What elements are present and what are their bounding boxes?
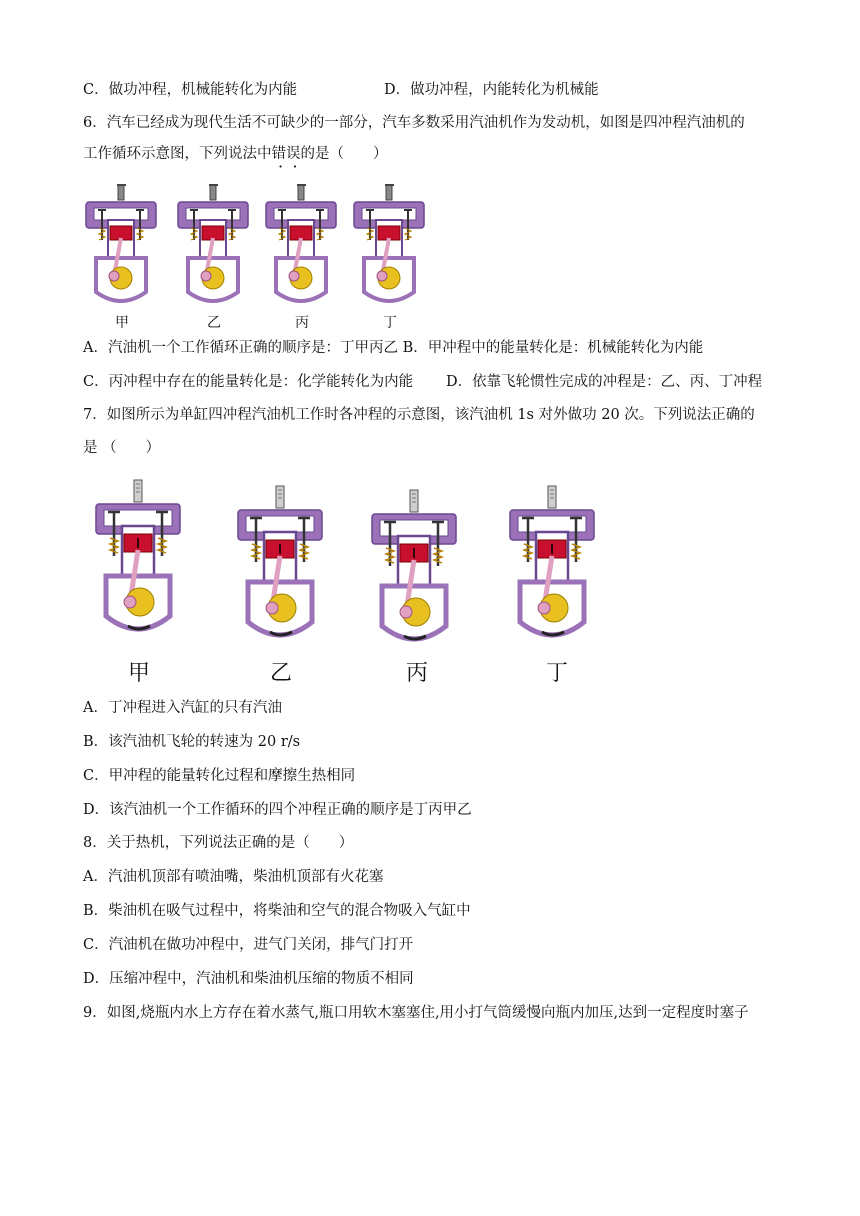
q6-label-yi: 乙 [207,315,221,331]
q5-option-c: C．做功冲程，机械能转化为内能 [83,82,298,98]
q7-option-a: A．丁冲程进入汽缸的只有汽油 [83,700,282,716]
q6-option-d: D．依靠飞轮惯性完成的冲程是：乙、丙、丁冲程 [446,374,763,390]
q6-option-a-b: A．汽油机一个工作循环正确的顺序是：丁甲丙乙 B．甲冲程中的能量转化是：机械能转化为内能 [83,340,704,356]
q8-stem: 8．关于热机，下列说法正确的是（ ） [83,835,354,851]
q7-label-yi: 乙 [269,661,292,686]
q6-label-jia: 甲 [115,315,129,331]
q7-label-jia: 甲 [127,661,150,686]
q7-stem-line1: 7．如图所示为单缸四冲程汽油机工作时各冲程的示意图，该汽油机 1s 对外做功 20 次。下列说法正确的 [83,407,755,423]
q7-option-b: B．该汽油机飞轮的转速为 20 r/s [83,734,301,750]
q9-stem-line1: 9．如图,烧瓶内水上方存在着水蒸气,瓶口用软木塞塞住,用小打气筒缓慢向瓶内加压,达到一定程度时塞子 [83,1005,749,1021]
q7-label-ding: 丁 [545,661,568,686]
q6-engine-diagram [84,180,434,330]
q6-stem-text-a: 工作循环示意图，下列说法中 [83,146,272,162]
q6-stem-line1: 6．汽车已经成为现代生活不可缺少的一部分，汽车多数采用汽油机作为发动机，如图是四冲程汽油机的 [83,115,745,131]
q8-option-b: B．柴油机在吸气过程中，将柴油和空气的混合物吸入气缸中 [83,903,471,919]
q6-emphasis-char-1: 错 [271,146,286,162]
q6-option-c: C．丙冲程中存在的能量转化是：化学能转化为内能 [83,374,414,390]
q8-option-c: C．汽油机在做功冲程中，进气门关闭，排气门打开 [83,937,414,953]
q7-stem-line2: 是 （ ） [83,440,161,456]
q7-label-bing: 丙 [405,661,428,686]
q5-option-d: D．做功冲程，内能转化为机械能 [384,82,599,98]
q6-label-bing: 丙 [295,315,309,331]
q7-option-d: D．该汽油机一个工作循环的四个冲程正确的顺序是丁丙甲乙 [83,802,472,818]
q6-label-ding: 丁 [383,315,397,331]
q8-option-d: D．压缩冲程中，汽油机和柴油机压缩的物质不相同 [83,971,414,987]
q7-engine-diagram [90,476,620,656]
q8-option-a: A．汽油机顶部有喷油嘴，柴油机顶部有火花塞 [83,869,384,885]
q7-option-c: C．甲冲程的能量转化过程和摩擦生热相同 [83,768,356,784]
q6-stem-line2 [83,144,388,164]
q6-emphasis-char-2: 误 [286,146,301,162]
q6-stem-text-b: 的是（ ） [300,146,388,162]
